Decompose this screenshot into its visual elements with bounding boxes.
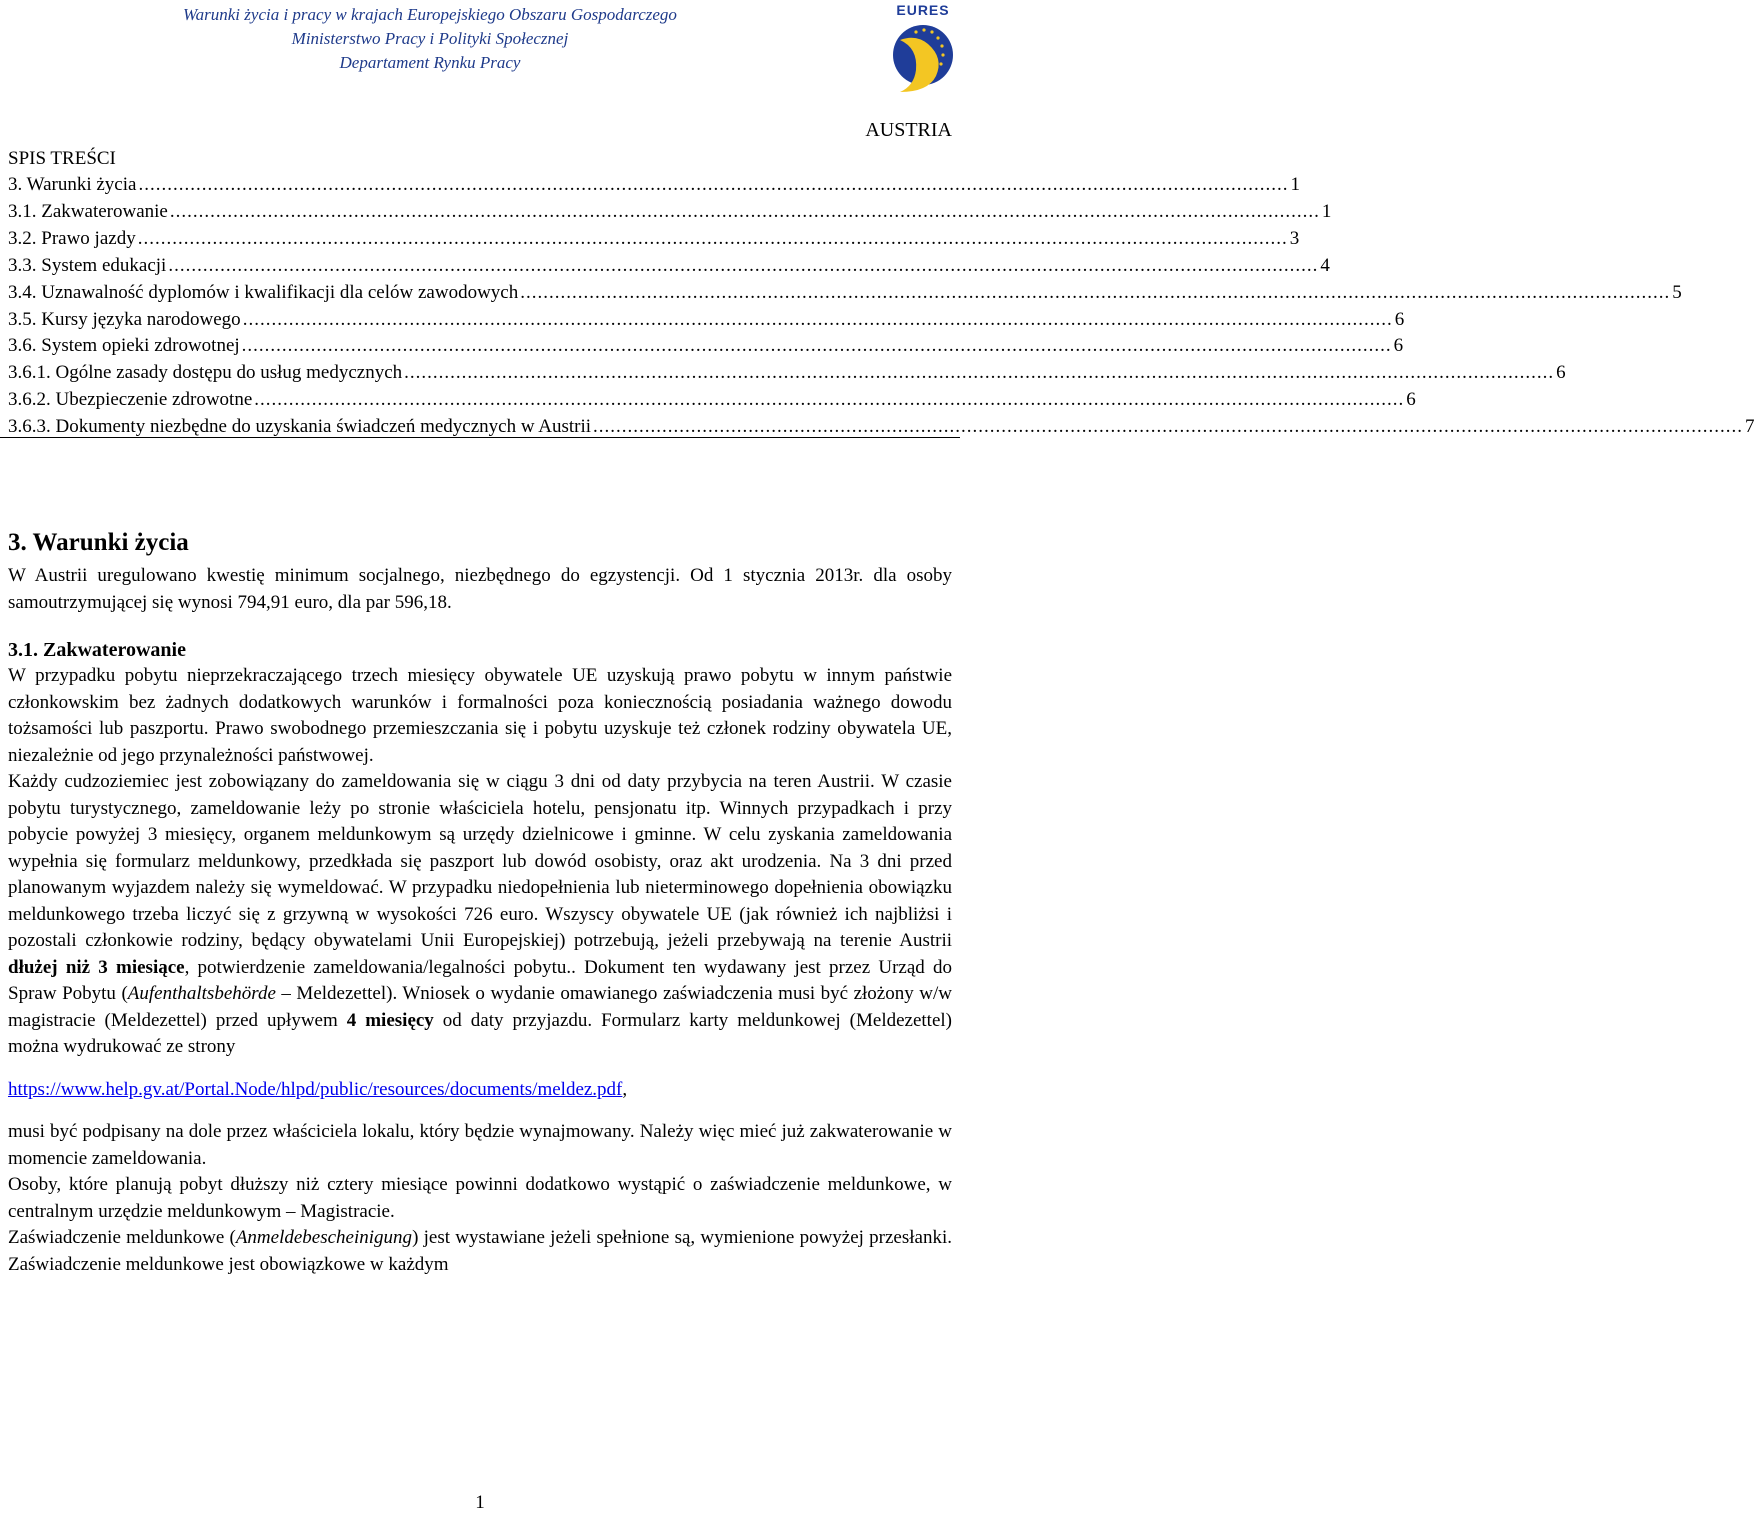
section-3-1-paragraph-1: W przypadku pobytu nieprzekraczającego trzech miesięcy obywatele UE uzyskują prawo pobytu w innym państwie członkowskim bez żadnych dodatkowych warunków i formalności poza koniecznością posiadania ważnego dowodu tożsamości lub paszportu. Prawo swobodnego przemieszczania się i pobytu uzyskuje też członek rodziny obywatela UE, niezależnie od jego przynależności państwowej. (8, 665, 952, 766)
toc-item[interactable] (8, 333, 1404, 360)
link-suffix: , (622, 1078, 628, 1100)
eures-logo (888, 0, 958, 98)
toc-item-text: 3.1. Zakwaterowanie (8, 200, 168, 222)
italic-text: Aufenthaltsbehörde (127, 983, 276, 1004)
country-label: AUSTRIA (865, 119, 952, 141)
toc-item[interactable] (8, 360, 1566, 387)
page-header (0, 3, 860, 75)
toc-item-page: 3 (1289, 227, 1300, 249)
toc-item-text: 3.4. Uznawalność dyplomów i kwalifikacji dla celów zawodowych (8, 281, 519, 303)
header-line-1: Warunki życia i pracy w krajach Europejskiego Obszaru Gospodarczego (183, 5, 677, 24)
section-3-1-paragraph-3: musi być podpisany na dole przez właściciela lokalu, który będzie wynajmowany. Należy więc mieć już zakwaterowanie w momencie zameldowania. (8, 1121, 952, 1169)
toc-item-text: 3.6.1. Ogólne zasady dostępu do usług medycznych (8, 362, 403, 384)
toc-leader: ........................................................................................................................................................................................................ (404, 362, 1555, 384)
link-paragraph (8, 1077, 952, 1104)
text-run: , potwierdzenie zameldowania/legalności pobytu.. Dokument ten wydawany jest przez Urząd do Spraw Pobytu ( (8, 956, 952, 1004)
toc-item[interactable] (8, 199, 1332, 226)
toc-item-page: 5 (1672, 281, 1682, 303)
table-of-contents (8, 145, 1755, 441)
logo-text: EURES (896, 2, 950, 18)
toc-leader: ........................................................................................................................................................................................................ (242, 308, 1393, 330)
text-run: ) jest wystawiane jeżeli spełnione są, wymienione powyżej przesłanki. Zaświadczenie meldunkowe jest obowiązkowe w każdym (8, 1227, 952, 1275)
toc-leader: ........................................................................................................................................................................................................ (593, 416, 1744, 438)
toc-item-text: 3.6. System opieki zdrowotnej (8, 335, 240, 357)
header-line-3: Departament Rynku Pracy (339, 53, 521, 72)
text-run: – Meldezettel). Wniosek o wydanie omawianego zaświadczenia musi być złożony w/w magistracie (Meldezettel) przed upływem (8, 983, 952, 1031)
toc-item-text: 3.6.2. Ubezpieczenie zdrowotne (8, 389, 253, 411)
toc-item[interactable] (8, 172, 1300, 199)
toc-item[interactable] (8, 280, 1682, 307)
toc-item-page: 6 (1394, 308, 1405, 330)
toc-item-page: 6 (1556, 362, 1566, 384)
toc-leader: ........................................................................................................................................................................................................ (520, 281, 1671, 303)
section-3-1-paragraph-5 (8, 1225, 952, 1278)
header-line-2: Ministerstwo Pracy i Polityki Społecznej (291, 29, 569, 48)
section-3-title: 3. Warunki życia (8, 529, 189, 556)
toc-item-page: 1 (1290, 174, 1300, 195)
toc-item-page: 4 (1320, 254, 1330, 276)
toc-leader: ........................................................................................................................................................................................................ (168, 254, 1319, 276)
section-3-1-paragraph-2 (8, 769, 952, 1061)
toc-item-text: 3.3. System edukacji (8, 254, 167, 276)
toc-leader: ........................................................................................................................................................................................................ (169, 200, 1320, 222)
section-3-1-paragraph-4: Osoby, które planują pobyt dłuższy niż cztery miesiące powinni dodatkowo wystąpić o zaświadczenie meldunkowe, w centralnym urzędzie meldunkowym – Magistracie. (8, 1174, 952, 1222)
eures-logo-icon (888, 0, 958, 98)
toc-leader: ........................................................................................................................................................................................................ (137, 227, 1288, 249)
toc-title: SPIS TREŚCI (8, 148, 116, 169)
italic-text: Anmeldebescheinigung (235, 1227, 413, 1248)
section-3-1-title: 3.1. Zakwaterowanie (8, 639, 186, 661)
toc-item[interactable] (8, 387, 1416, 414)
toc-item-text: 3.5. Kursy języka narodowego (8, 308, 241, 330)
bold-text: 4 miesięcy (346, 1009, 434, 1031)
toc-item-text: 3. Warunki życia (8, 174, 137, 195)
text-run: od daty przyjazdu. Formularz karty meldunkowej (Meldezettel) można wydrukować ze strony (8, 1009, 952, 1057)
toc-item[interactable] (8, 253, 1330, 280)
toc-leader: ........................................................................................................................................................................................................ (138, 174, 1289, 195)
toc-item-page: 7 (1745, 416, 1755, 438)
text-run: Zaświadczenie meldunkowe ( (8, 1227, 236, 1248)
toc-separator (0, 437, 960, 438)
toc-item-page: 1 (1321, 200, 1332, 222)
toc-item-page: 6 (1393, 335, 1404, 357)
page-number: 1 (475, 1492, 485, 1513)
main-content (8, 528, 952, 1278)
toc-item-page: 6 (1406, 389, 1416, 411)
toc-leader: ........................................................................................................................................................................................................ (241, 335, 1392, 357)
toc-item-text: 3.2. Prawo jazdy (8, 227, 136, 249)
bold-text: dłużej niż 3 miesiące (8, 956, 185, 978)
section-3-paragraph: W Austrii uregulowano kwestię minimum socjalnego, niezbędnego do egzystencji. Od 1 stycznia 2013r. dla osoby samoutrzymującej się wynosi 794,91 euro, dla par 596,18. (8, 565, 952, 613)
text-run: Każdy cudzoziemiec jest zobowiązany do zameldowania się w ciągu 3 dni od daty przybycia na teren Austrii. W czasie pobytu turystycznego, zameldowanie leży po stronie właściciela hotelu, pensjonatu itp. Winnych przypadkach i przy pobycie powyżej 3 miesięcy, organem meldunkowym są urzędy dzielnicowe i gminne. W celu zyskania zameldowania wypełnia się formularz meldunkowy, przedkłada się paszport lub dowód osobisty, oraz akt urodzenia. Na 3 dni przed planowanym wyjazdem należy się wymeldować. W przypadku niedopełnienia lub nieterminowego dopełnienia obowiązku meldunkowego trzeba liczyć się z grzywną w wysokości 726 euro. Wszyscy obywatele UE (jak również ich najbliżsi i pozostali członkowie rodziny, będący obywatelami Unii Europejskiej) potrzebują, jeżeli przebywają na terenie Austrii (8, 771, 952, 951)
toc-item[interactable] (8, 307, 1405, 334)
toc-leader: ........................................................................................................................................................................................................ (254, 389, 1405, 411)
toc-item[interactable] (8, 226, 1300, 253)
meldezettel-link[interactable]: https://www.help.gv.at/Portal.Node/hlpd/public/resources/documents/meldez.pdf (8, 1078, 623, 1100)
toc-item-text: 3.6.3. Dokumenty niezbędne do uzyskania świadczeń medycznych w Austrii (8, 416, 592, 438)
